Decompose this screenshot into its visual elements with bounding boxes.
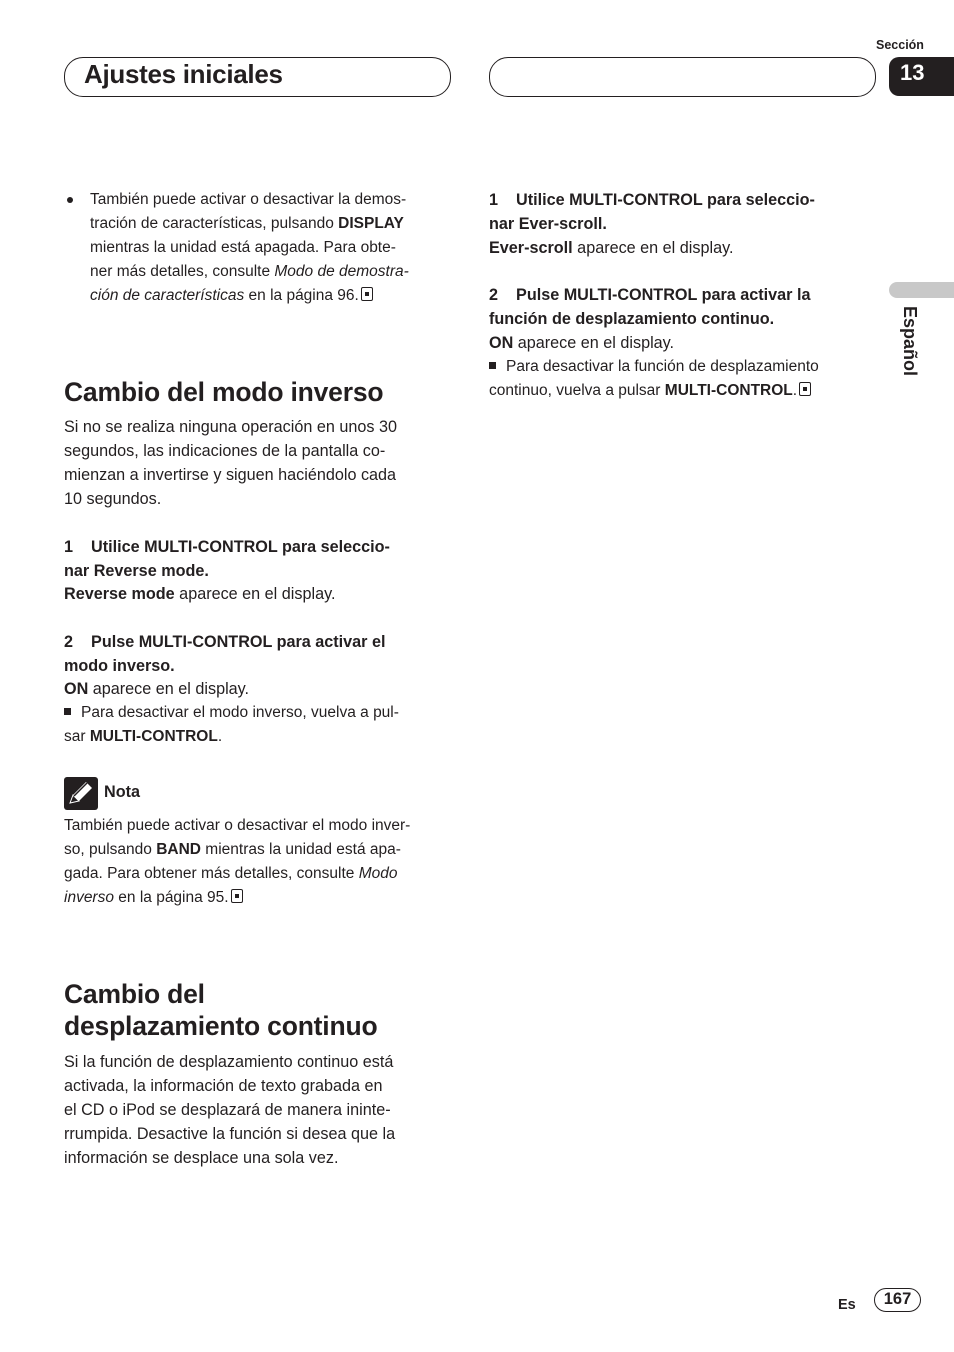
step-number: 1 <box>64 538 74 556</box>
text-span: . <box>792 382 798 399</box>
text-line <box>90 260 450 284</box>
section-heading-continuous-scroll <box>64 978 377 1042</box>
text-span: tración de características, pulsando <box>90 215 339 232</box>
text-span: so, pulsando <box>64 841 157 858</box>
text-span: Para desactivar la función de desplazamiento <box>506 358 819 375</box>
text-line <box>489 379 879 403</box>
text-line: También puede activar o desactivar el modo inver- <box>64 817 411 834</box>
text-line: activada, la información de texto grabada en <box>64 1077 383 1095</box>
step-result <box>64 677 249 701</box>
step-note <box>64 701 454 749</box>
text-span: Utilice MULTI-CONTROL para seleccio- <box>91 538 390 556</box>
display-value: Reverse mode <box>64 585 175 603</box>
text-span: aparece en el display. <box>88 680 250 698</box>
step-heading <box>64 630 454 678</box>
cross-reference: Modo de demostra- <box>274 263 409 280</box>
end-mark-icon <box>361 287 373 301</box>
text-line: También puede activar o desactivar la demos- <box>90 191 407 208</box>
text-span: sar <box>64 728 90 745</box>
step-result <box>64 582 335 606</box>
step-result <box>489 236 733 260</box>
text-span: en la página 95. <box>113 889 229 906</box>
note-label: Nota <box>104 783 140 801</box>
control-key: MULTI-CONTROL <box>89 728 218 745</box>
text-span: aparece en el display. <box>174 585 336 603</box>
text-span: Pulse MULTI-CONTROL para activar la <box>516 286 811 304</box>
text-span: gada. Para obtener más detalles, consulte <box>64 865 359 882</box>
language-code: Es <box>838 1297 856 1313</box>
text-line <box>64 862 459 886</box>
text-span: mientras la unidad está apa- <box>201 841 401 858</box>
text-line: 10 segundos. <box>64 490 162 508</box>
display-key: DISPLAY <box>338 215 404 232</box>
step-heading <box>489 283 869 331</box>
text-line: modo inverso. <box>64 657 175 675</box>
note-pencil-icon <box>64 777 98 810</box>
step-heading <box>64 535 454 583</box>
text-line <box>64 886 459 910</box>
display-value: ON <box>489 334 514 352</box>
text-line: función de desplazamiento continuo. <box>489 310 775 328</box>
bullet-icon <box>67 197 73 203</box>
text-line <box>64 535 454 559</box>
end-mark-icon <box>231 889 243 903</box>
display-value: ON <box>64 680 89 698</box>
square-bullet-icon <box>489 362 496 369</box>
text-span: en la página 96. <box>244 287 359 304</box>
text-span: aparece en el display. <box>572 239 734 257</box>
text-line <box>489 283 869 307</box>
language-tab <box>889 282 954 298</box>
step-number: 2 <box>64 633 74 651</box>
note-text <box>64 814 459 910</box>
page-title: Ajustes iniciales <box>84 59 283 89</box>
text-line <box>64 725 454 749</box>
step-heading <box>489 188 869 236</box>
language-label: Español <box>900 306 920 377</box>
text-line: el CD o iPod se desplazará de manera ininte- <box>64 1101 391 1119</box>
square-bullet-icon <box>64 708 71 715</box>
cross-reference: Modo <box>358 865 398 882</box>
text-line: nar Reverse mode. <box>64 562 209 580</box>
text-span: Para desactivar el modo inverso, vuelva a pul- <box>81 704 399 721</box>
text-line: Si no se realiza ninguna operación en unos 30 <box>64 418 397 436</box>
section-body <box>64 415 454 511</box>
text-line <box>489 188 869 212</box>
text-line: información se desplace una sola vez. <box>64 1149 339 1167</box>
intro-bullet-text <box>90 188 450 308</box>
section-number-badge <box>889 57 954 96</box>
text-line <box>64 838 459 862</box>
text-line: mientras la unidad está apagada. Para obte- <box>90 239 396 256</box>
section-heading-reverse-mode: Cambio del modo inverso <box>64 377 384 407</box>
step-result <box>489 331 674 355</box>
text-line: rrumpida. Desactive la función si desea que la <box>64 1125 396 1143</box>
section-number: 13 <box>900 60 925 85</box>
text-line <box>64 701 454 725</box>
step-note <box>489 355 879 403</box>
text-line: segundos, las indicaciones de la pantalla co- <box>64 442 386 460</box>
text-span: . <box>217 728 223 745</box>
control-key: MULTI-CONTROL <box>664 382 793 399</box>
cross-reference: ción de características <box>90 287 245 304</box>
end-mark-icon <box>799 382 811 396</box>
text-span: aparece en el display. <box>513 334 675 352</box>
display-value: Ever-scroll <box>489 239 573 257</box>
section-body <box>64 1050 459 1170</box>
heading-line: Cambio del <box>64 979 205 1009</box>
text-span: continuo, vuelva a pulsar <box>489 382 665 399</box>
text-line <box>489 355 879 379</box>
text-line <box>90 284 450 308</box>
step-number: 1 <box>489 191 499 209</box>
text-span: Utilice MULTI-CONTROL para seleccio- <box>516 191 815 209</box>
page-number: 167 <box>874 1288 921 1312</box>
text-line: nar Ever-scroll. <box>489 215 607 233</box>
text-span: ner más detalles, consulte <box>90 263 275 280</box>
text-line: mienzan a invertirse y siguen haciéndolo cada <box>64 466 397 484</box>
heading-line: desplazamiento continuo <box>64 1011 378 1041</box>
text-span: Pulse MULTI-CONTROL para activar el <box>91 633 386 651</box>
text-line <box>64 630 454 654</box>
text-line: Si la función de desplazamiento continuo está <box>64 1053 394 1071</box>
step-number: 2 <box>489 286 499 304</box>
header-empty-frame <box>489 57 876 97</box>
cross-reference: inverso <box>64 889 114 906</box>
section-label: Sección <box>876 38 924 52</box>
text-line <box>90 212 450 236</box>
band-key: BAND <box>156 841 201 858</box>
